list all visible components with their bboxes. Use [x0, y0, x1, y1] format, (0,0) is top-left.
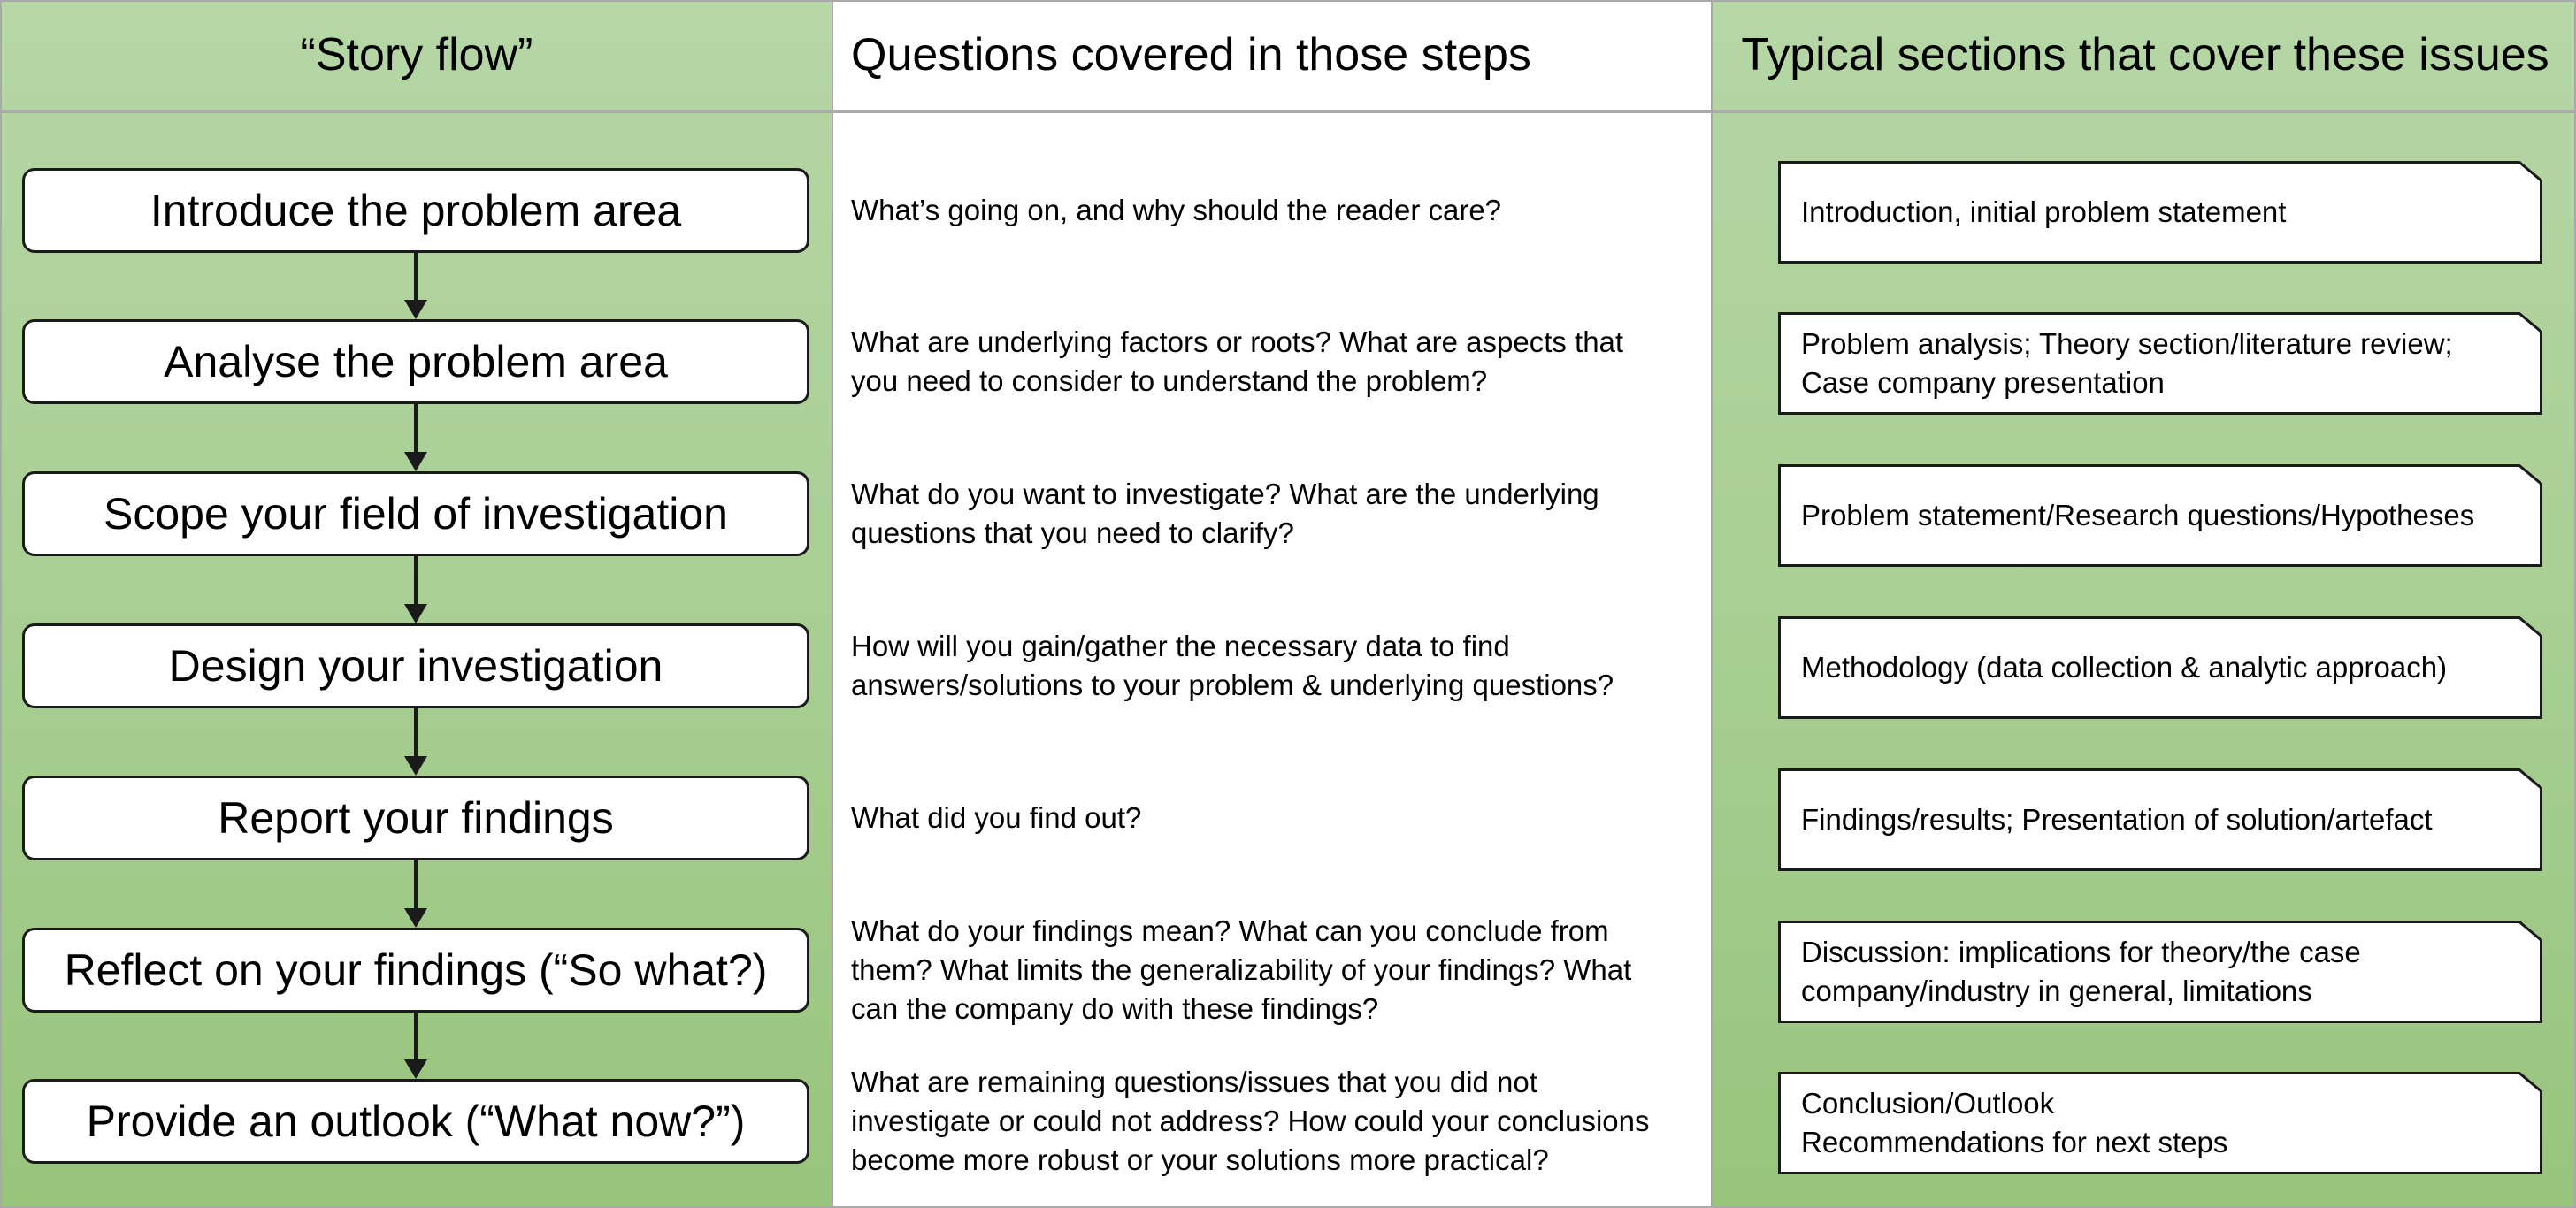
question-text	[851, 452, 1691, 576]
flow-step-box	[22, 623, 809, 708]
section-label: Introduction, initial problem statement	[1801, 195, 2287, 228]
section-label: Problem statement/Research questions/Hypotheses	[1801, 499, 2475, 531]
section-text	[1801, 768, 2526, 871]
flow-step-box	[22, 471, 809, 556]
header-sections: Typical sections that cover these issues	[1741, 29, 2549, 80]
column-divider-right	[1711, 0, 1713, 1208]
section-label: Conclusion/Outlook Recommendations for next steps	[1801, 1087, 2228, 1158]
flow-step-box	[22, 168, 809, 253]
flow-step-label: Design your investigation	[168, 641, 663, 691]
down-arrow-icon	[412, 860, 419, 928]
flow-step-label: Provide an outlook (“What now?”)	[86, 1097, 746, 1146]
flow-step-box	[22, 1079, 809, 1164]
section-box	[1778, 768, 2542, 871]
question-label: What do your findings mean? What can you conclude from them? What limits the generalizability of your findings? What can the company do with these findings?	[851, 914, 1632, 1025]
section-box	[1778, 464, 2542, 567]
question-text	[851, 1059, 1691, 1183]
header-questions: Questions covered in those steps	[851, 29, 1531, 80]
down-arrow-icon	[412, 556, 419, 623]
question-text	[851, 908, 1691, 1032]
section-text	[1801, 312, 2526, 415]
section-text	[1801, 464, 2526, 567]
question-label: What’s going on, and why should the reader care?	[851, 194, 1502, 226]
question-text	[851, 756, 1691, 880]
flow-step-box	[22, 776, 809, 860]
flow-step-label: Report your findings	[218, 793, 614, 843]
header-divider	[0, 110, 2576, 113]
down-arrow-icon	[412, 253, 419, 319]
flow-step-label: Reflect on your findings (“So what?)	[64, 945, 768, 995]
section-label: Problem analysis; Theory section/literature review; Case company presentation	[1801, 327, 2453, 399]
section-label: Findings/results; Presentation of solution/artefact	[1801, 803, 2433, 836]
down-arrow-icon	[412, 1013, 419, 1079]
section-box	[1778, 921, 2542, 1023]
section-text	[1801, 616, 2526, 719]
section-text	[1801, 1072, 2526, 1174]
section-text	[1801, 921, 2526, 1023]
flow-step-box	[22, 928, 809, 1013]
question-label: What do you want to investigate? What are the underlying questions that you need to clarify?	[851, 478, 1599, 549]
flow-step-box	[22, 319, 809, 404]
question-label: What are underlying factors or roots? What are aspects that you need to consider to understand the problem?	[851, 325, 1624, 397]
down-arrow-icon	[412, 404, 419, 471]
flow-step-label: Scope your field of investigation	[104, 489, 728, 539]
header-story-flow: “Story flow”	[300, 29, 533, 80]
section-box	[1778, 161, 2542, 264]
question-text	[851, 149, 1691, 272]
down-arrow-icon	[412, 708, 419, 776]
question-text	[851, 300, 1691, 424]
section-label: Methodology (data collection & analytic approach)	[1801, 651, 2448, 684]
column-divider-left	[832, 0, 833, 1208]
section-box	[1778, 616, 2542, 719]
question-label: What are remaining questions/issues that you did not investigate or could not address? How could your conclusions become more robust or your solutions more practical?	[851, 1066, 1650, 1176]
section-box	[1778, 312, 2542, 415]
section-text	[1801, 161, 2526, 264]
question-label: How will you gain/gather the necessary data to find answers/solutions to your problem & underlying questions?	[851, 630, 1614, 701]
section-box	[1778, 1072, 2542, 1174]
question-label: What did you find out?	[851, 801, 1142, 834]
question-text	[851, 604, 1691, 728]
section-label: Discussion: implications for theory/the case company/industry in general, limitations	[1801, 936, 2361, 1007]
flow-step-label: Analyse the problem area	[164, 337, 668, 386]
flow-step-label: Introduce the problem area	[150, 186, 682, 235]
